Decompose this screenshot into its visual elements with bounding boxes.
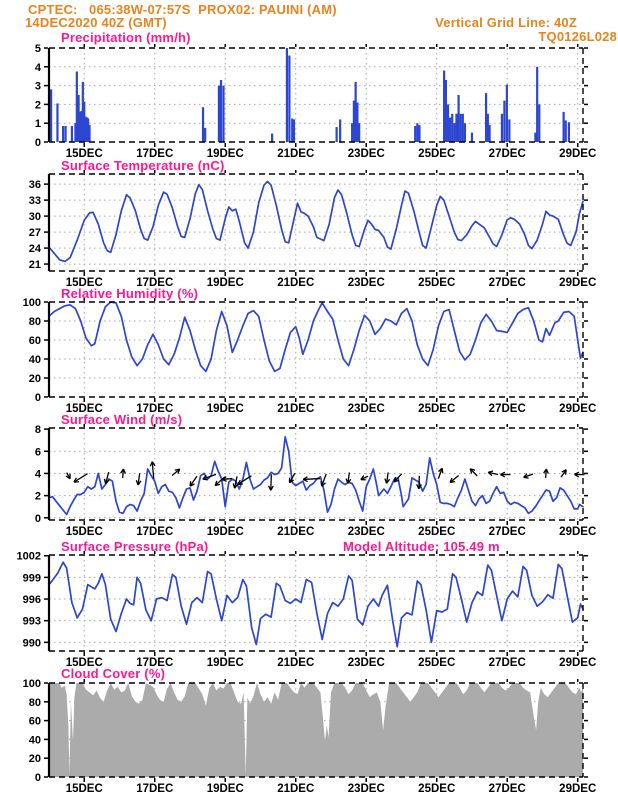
svg-text:24: 24 [28, 243, 41, 256]
svg-text:25DEC: 25DEC [418, 277, 456, 289]
svg-text:17DEC: 17DEC [136, 526, 174, 538]
svg-text:1: 1 [34, 118, 41, 131]
svg-text:999: 999 [22, 572, 41, 585]
svg-text:25DEC: 25DEC [418, 657, 456, 669]
svg-text:21DEC: 21DEC [277, 403, 315, 415]
svg-text:60: 60 [28, 715, 41, 728]
svg-text:8: 8 [34, 424, 41, 437]
svg-text:17DEC: 17DEC [136, 657, 174, 669]
svg-text:19DEC: 19DEC [206, 403, 244, 415]
svg-text:0: 0 [34, 392, 41, 404]
svg-text:19DEC: 19DEC [206, 526, 244, 538]
svg-text:100: 100 [22, 678, 41, 690]
panel-title-wind: Surface Wind (m/s) [61, 412, 183, 427]
panel-title-pressure: Surface Pressure (hPa) [61, 539, 209, 554]
svg-text:29DEC: 29DEC [559, 657, 597, 669]
svg-text:17DEC: 17DEC [136, 277, 174, 289]
panel-title-cloud-cover: Cloud Cover (%) [61, 666, 166, 681]
svg-text:27DEC: 27DEC [488, 783, 526, 795]
svg-text:21: 21 [28, 259, 41, 272]
svg-text:33: 33 [28, 195, 41, 208]
svg-text:5: 5 [34, 43, 41, 55]
svg-text:23DEC: 23DEC [347, 783, 385, 795]
svg-text:15DEC: 15DEC [65, 526, 103, 538]
svg-text:993: 993 [22, 615, 41, 628]
svg-text:23DEC: 23DEC [347, 526, 385, 538]
svg-text:100: 100 [22, 297, 41, 309]
svg-text:4: 4 [34, 61, 41, 74]
svg-text:19DEC: 19DEC [206, 148, 244, 160]
panel-title-humidity: Relative Humidity (%) [61, 286, 199, 301]
svg-text:17DEC: 17DEC [136, 148, 174, 160]
svg-text:29DEC: 29DEC [559, 148, 597, 160]
svg-text:0: 0 [34, 512, 41, 525]
svg-text:19DEC: 19DEC [206, 657, 244, 669]
svg-text:21DEC: 21DEC [277, 657, 315, 669]
svg-text:21DEC: 21DEC [277, 277, 315, 289]
svg-text:0: 0 [34, 772, 41, 784]
svg-text:29DEC: 29DEC [559, 526, 597, 538]
grid-line-note: Vertical Grid Line: 40Z [435, 15, 577, 30]
svg-text:36: 36 [28, 179, 41, 192]
svg-text:25DEC: 25DEC [418, 403, 456, 415]
panel-title-temperature: Surface Temperature (nC) [61, 158, 225, 173]
svg-text:17DEC: 17DEC [136, 783, 174, 795]
panel-title-precipitation: Precipitation (mm/h) [61, 30, 191, 45]
svg-text:3: 3 [34, 80, 41, 93]
svg-text:20: 20 [28, 753, 41, 766]
svg-text:29DEC: 29DEC [559, 783, 597, 795]
svg-text:15DEC: 15DEC [65, 657, 103, 669]
svg-text:27DEC: 27DEC [488, 526, 526, 538]
svg-text:80: 80 [28, 696, 41, 709]
svg-text:60: 60 [28, 335, 41, 347]
svg-text:17DEC: 17DEC [136, 403, 174, 415]
station-header: CPTEC: 065:38W-07:57S PROX02: PAUINI (AM) [28, 2, 337, 17]
svg-text:27DEC: 27DEC [488, 403, 526, 415]
svg-text:0: 0 [34, 137, 41, 149]
svg-text:29DEC: 29DEC [559, 277, 597, 289]
svg-text:40: 40 [28, 734, 41, 747]
svg-text:27DEC: 27DEC [488, 277, 526, 289]
svg-text:25DEC: 25DEC [418, 783, 456, 795]
svg-text:40: 40 [28, 354, 41, 366]
run-date-label: 14DEC2020 40Z (GMT) [25, 15, 167, 30]
svg-text:2: 2 [34, 490, 41, 503]
svg-text:27: 27 [28, 227, 41, 240]
svg-text:30: 30 [28, 211, 41, 224]
svg-text:1002: 1002 [16, 550, 41, 563]
svg-text:25DEC: 25DEC [418, 526, 456, 538]
svg-text:15DEC: 15DEC [65, 148, 103, 160]
svg-text:29DEC: 29DEC [559, 403, 597, 415]
svg-text:25DEC: 25DEC [418, 148, 456, 160]
svg-text:23DEC: 23DEC [347, 277, 385, 289]
svg-text:996: 996 [22, 594, 41, 607]
svg-text:15DEC: 15DEC [65, 403, 103, 415]
svg-text:19DEC: 19DEC [206, 277, 244, 289]
svg-text:27DEC: 27DEC [488, 657, 526, 669]
model-altitude-label: Model Altitude: 105.49 m [343, 539, 500, 554]
svg-text:27DEC: 27DEC [488, 148, 526, 160]
svg-text:23DEC: 23DEC [347, 148, 385, 160]
svg-text:2: 2 [34, 99, 41, 112]
svg-text:15DEC: 15DEC [65, 783, 103, 795]
svg-text:15DEC: 15DEC [65, 277, 103, 289]
svg-text:80: 80 [28, 316, 41, 328]
svg-text:19DEC: 19DEC [206, 783, 244, 795]
svg-text:20: 20 [28, 373, 41, 385]
svg-text:990: 990 [22, 637, 41, 650]
svg-text:23DEC: 23DEC [347, 403, 385, 415]
model-id-label: TQ0126L028 [538, 29, 617, 44]
svg-text:6: 6 [34, 446, 41, 459]
svg-text:4: 4 [34, 468, 41, 481]
svg-text:21DEC: 21DEC [277, 148, 315, 160]
svg-text:21DEC: 21DEC [277, 526, 315, 538]
svg-text:21DEC: 21DEC [277, 783, 315, 795]
svg-text:23DEC: 23DEC [347, 657, 385, 669]
